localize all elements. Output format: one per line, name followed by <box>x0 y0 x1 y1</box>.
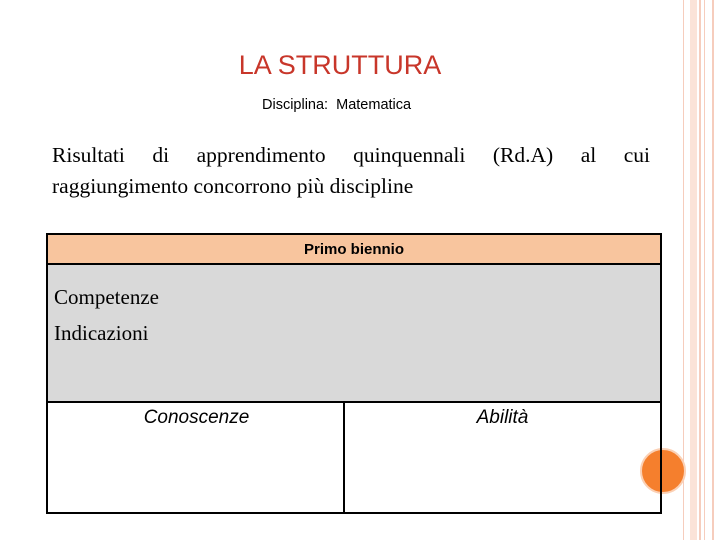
abilita-cell <box>345 403 660 512</box>
conoscenze-label: Conoscenze <box>143 407 250 428</box>
indicazioni-label: Indicazioni <box>54 321 149 345</box>
table-header-label: Primo biennio <box>303 240 404 258</box>
decorative-stripe <box>712 0 714 540</box>
slide-title: LA STRUTTURA <box>238 50 442 80</box>
table-bottom-row <box>48 403 660 512</box>
table-header <box>48 235 660 265</box>
structure-table <box>46 233 662 514</box>
decorative-stripe <box>704 0 705 540</box>
subject-label: Disciplina: Matematica <box>262 97 412 113</box>
decorative-stripe <box>699 0 701 540</box>
conoscenze-cell <box>48 403 345 512</box>
competenze-label: Competenze <box>54 285 159 309</box>
abilita-label: Abilità <box>476 407 529 428</box>
decorative-stripe <box>690 0 697 540</box>
table-middle-row <box>48 265 660 403</box>
intro-text: Risultati di apprendimento quinquennali (Rd.A) al cui raggiungimento concorrono più discipline <box>52 143 650 198</box>
